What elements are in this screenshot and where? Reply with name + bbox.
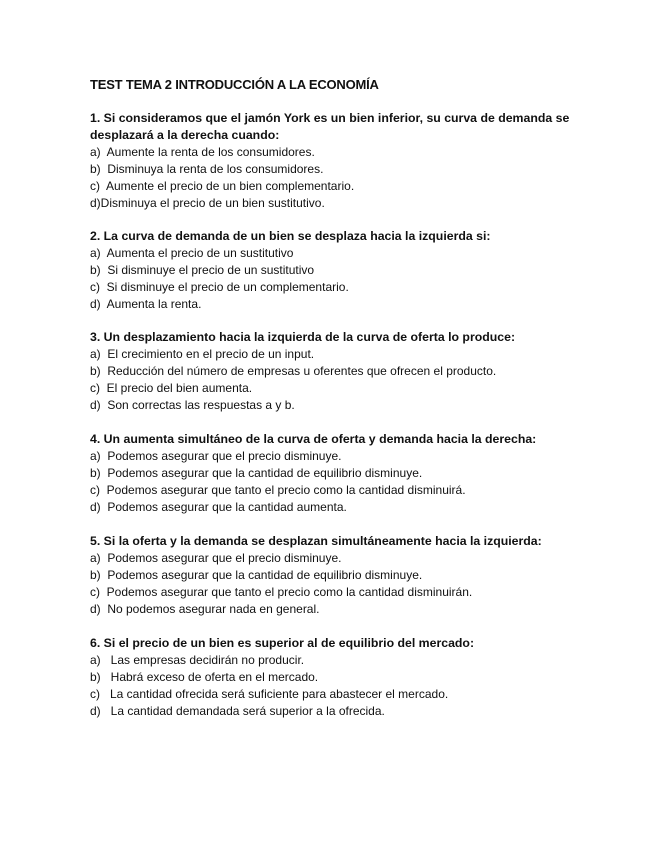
option-d: d) No podemos asegurar nada en general. (90, 602, 320, 616)
option-c: c) Podemos asegurar que tanto el precio como la cantidad disminuirá. (90, 483, 466, 497)
question-text: 4. Un aumenta simultáneo de la curva de oferta y demanda hacia la derecha: (90, 432, 537, 446)
option-c: c) La cantidad ofrecida será suficiente para abastecer el mercado. (90, 687, 449, 701)
option-c: c) Si disminuye el precio de un complementario. (90, 280, 349, 294)
option-a: a) Aumente la renta de los consumidores. (90, 145, 315, 159)
question-text: 5. Si la oferta y la demanda se desplazan simultáneamente hacia la izquierda: (90, 534, 542, 548)
question-text: 3. Un desplazamiento hacia la izquierda de la curva de oferta lo produce: (90, 330, 516, 344)
option-b: b) Habrá exceso de oferta en el mercado. (90, 670, 319, 684)
question-3 (90, 329, 515, 414)
option-b: b) Podemos asegurar que la cantidad de equilibrio disminuye. (90, 466, 423, 480)
question-text: 2. La curva de demanda de un bien se desplaza hacia la izquierda si: (90, 229, 491, 243)
question-text: desplazará a la derecha cuando: (90, 128, 280, 142)
question-text: 6. Si el precio de un bien es superior al de equilibrio del mercado: (90, 636, 475, 650)
option-d: d) La cantidad demandada será superior a la ofrecida. (90, 704, 385, 718)
question-text: 1. Si consideramos que el jamón York es un bien inferior, su curva de demanda se (90, 111, 570, 125)
option-a: a) Podemos asegurar que el precio disminuye. (90, 551, 342, 565)
option-a: a) Aumenta el precio de un sustitutivo (90, 246, 294, 260)
question-4 (90, 431, 536, 516)
question-6 (90, 635, 474, 720)
option-b: b) Reducción del número de empresas u oferentes que ofrecen el producto. (90, 364, 497, 378)
option-c: c) Podemos asegurar que tanto el precio como la cantidad disminuirán. (90, 585, 473, 599)
option-b: b) Disminuya la renta de los consumidores. (90, 162, 324, 176)
option-a: a) Las empresas decidirán no producir. (90, 653, 305, 667)
option-d: d) Son correctas las respuestas a y b. (90, 398, 295, 412)
option-a: a) Podemos asegurar que el precio disminuye. (90, 449, 342, 463)
option-c: c) El precio del bien aumenta. (90, 381, 253, 395)
question-5 (90, 533, 542, 618)
option-a: a) El crecimiento en el precio de un input. (90, 347, 315, 361)
question-1 (90, 110, 569, 212)
document-title: TEST TEMA 2 INTRODUCCIÓN A LA ECONOMÍA (90, 77, 379, 92)
option-b: b) Si disminuye el precio de un sustitutivo (90, 263, 315, 277)
question-2 (90, 228, 490, 313)
option-d: d)Disminuya el precio de un bien sustitutivo. (90, 196, 325, 210)
option-b: b) Podemos asegurar que la cantidad de equilibrio disminuye. (90, 568, 423, 582)
option-c: c) Aumente el precio de un bien complementario. (90, 179, 355, 193)
option-d: d) Aumenta la renta. (90, 297, 202, 311)
option-d: d) Podemos asegurar que la cantidad aumenta. (90, 500, 347, 514)
